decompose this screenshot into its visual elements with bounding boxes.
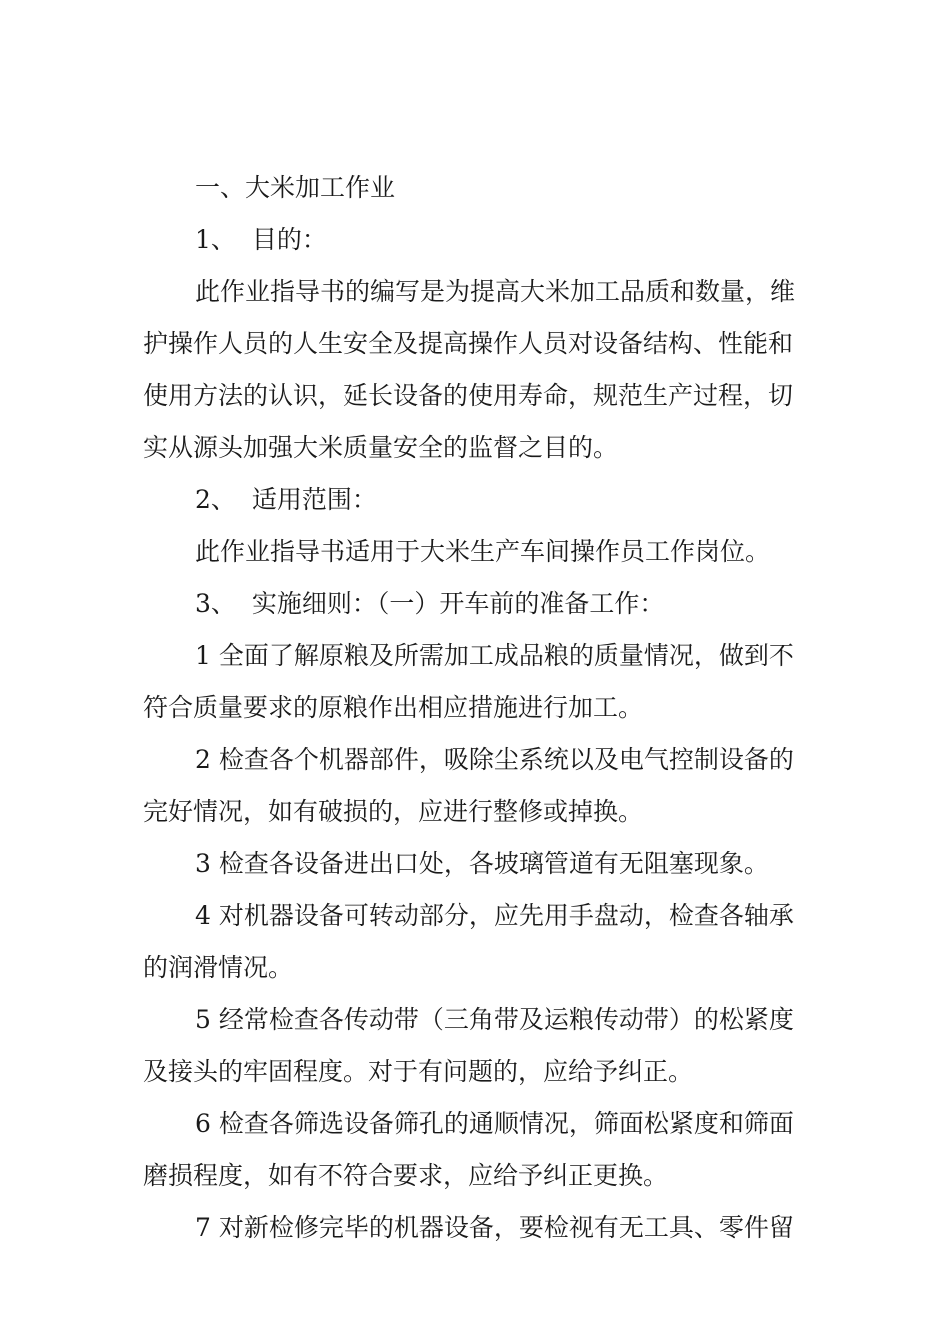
item-2-number: 2、 bbox=[195, 485, 236, 514]
purpose-line-2: 护操作人员的人生安全及提高操作人员对设备结构、性能和 bbox=[143, 329, 794, 358]
item-1-label: 目的： bbox=[251, 225, 327, 254]
step-4-line-1: 4 对机器设备可转动部分，应先用手盘动，检查各轴承 bbox=[195, 901, 794, 930]
step-7-line-1: 7 对新检修完毕的机器设备，要检视有无工具、零件留 bbox=[195, 1213, 794, 1242]
document-body bbox=[143, 162, 808, 1254]
item-2-heading bbox=[143, 474, 808, 526]
step-2-line-2: 完好情况，如有破损的，应进行整修或掉换。 bbox=[143, 797, 644, 826]
purpose-line-3: 使用方法的认识，延长设备的使用寿命，规范生产过程，切 bbox=[143, 381, 794, 410]
purpose-line-1: 此作业指导书的编写是为提高大米加工品质和数量，维 bbox=[195, 277, 796, 306]
item-1-number: 1、 bbox=[195, 225, 236, 254]
item-3-heading bbox=[143, 578, 808, 630]
step-1-line-1: 1 全面了解原粮及所需加工成品粮的质量情况，做到不 bbox=[195, 641, 794, 670]
step-3-line-1: 3 检查各设备进出口处，各坡璃管道有无阻塞现象。 bbox=[195, 849, 769, 878]
purpose-line-4: 实从源头加强大米质量安全的监督之目的。 bbox=[143, 433, 619, 462]
step-2-line-1: 2 检查各个机器部件，吸除尘系统以及电气控制设备的 bbox=[195, 745, 794, 774]
step-5-line-2: 及接头的牢固程度。对于有问题的，应给予纠正。 bbox=[143, 1057, 694, 1086]
step-6-line-1: 6 检查各筛选设备筛孔的通顺情况，筛面松紧度和筛面 bbox=[195, 1109, 794, 1138]
step-6-line-2: 磨损程度，如有不符合要求，应给予纠正更换。 bbox=[143, 1161, 669, 1190]
item-3-label: 实施细则：（一）开车前的准备工作： bbox=[251, 589, 665, 618]
scope-line: 此作业指导书适用于大米生产车间操作员工作岗位。 bbox=[195, 537, 771, 566]
item-3-number: 3、 bbox=[195, 589, 236, 618]
step-1-line-2: 符合质量要求的原粮作出相应措施进行加工。 bbox=[143, 693, 644, 722]
section-title: 一、大米加工作业 bbox=[195, 173, 396, 202]
item-2-label: 适用范围： bbox=[251, 485, 377, 514]
step-5-line-1: 5 经常检查各传动带（三角带及运粮传动带）的松紧度 bbox=[195, 1005, 794, 1034]
item-1-heading bbox=[143, 214, 808, 266]
step-4-line-2: 的润滑情况。 bbox=[143, 953, 294, 982]
